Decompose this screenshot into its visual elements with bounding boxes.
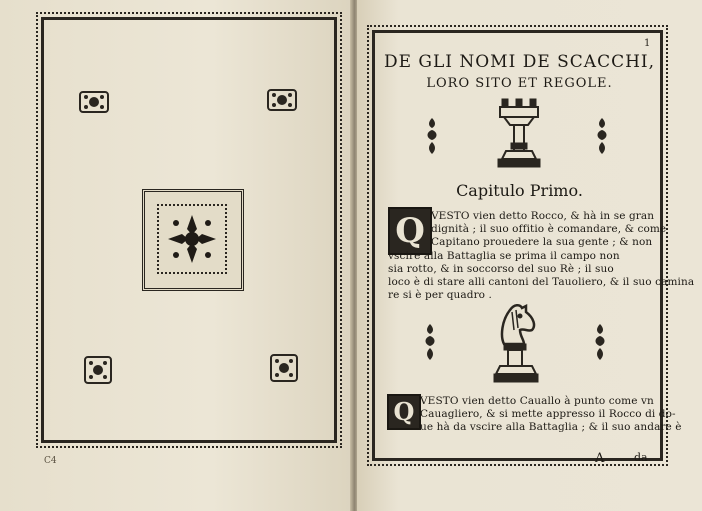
knight-icon — [490, 300, 542, 390]
text-line: ue hà da vscire alla Battaglia ; & il suo andare è — [420, 421, 682, 433]
flower-ornament-icon — [82, 354, 114, 386]
tile-inner-border — [157, 204, 227, 274]
text-line: Cauagliero, & si mette appresso il Rocco di do- — [420, 408, 676, 420]
chapter-title: Capitulo Primo. — [456, 181, 583, 200]
signature-mark: C4 — [44, 456, 57, 466]
fleuron-icon — [592, 322, 608, 362]
text-line: vscire alla Battaglia se prima il campo non — [388, 250, 620, 262]
fleuron-icon — [422, 322, 438, 362]
rook-icon — [494, 95, 544, 177]
signature-letter: A — [595, 451, 605, 466]
text-line: re si è per quadro . — [388, 289, 492, 301]
text-line: sia rotto, & in soccorso del suo Rè ; il suo — [388, 263, 614, 275]
text-line: dignità ; il suo offitio è comandare, & come — [431, 223, 667, 235]
text-line: VESTO vien detto Cauallo à punto come vn — [420, 395, 654, 407]
dropcap-1: Q — [388, 207, 432, 255]
flower-ornament-icon — [78, 88, 110, 116]
catchword: da — [634, 451, 648, 464]
text-line: loco è di stare alli cantoni del Tauoliero, & il suo camina — [388, 276, 695, 288]
flower-ornament-icon — [266, 86, 298, 114]
text-line: Capitano prouedere la sua gente ; & non — [431, 236, 653, 248]
flower-ornament-icon — [268, 352, 300, 384]
page-title: DE GLI NOMI DE SCACCHI, — [383, 52, 656, 72]
fleuron-icon — [424, 116, 440, 156]
page-mark: 1 — [644, 38, 651, 49]
floral-tile-icon — [142, 189, 244, 291]
fleuron-icon — [594, 116, 610, 156]
text-line: VESTO vien detto Rocco, & hà in se gran — [431, 210, 655, 222]
page-subtitle: LORO SITO ET REGOLE. — [426, 76, 613, 91]
dropcap-2: Q — [387, 394, 421, 430]
